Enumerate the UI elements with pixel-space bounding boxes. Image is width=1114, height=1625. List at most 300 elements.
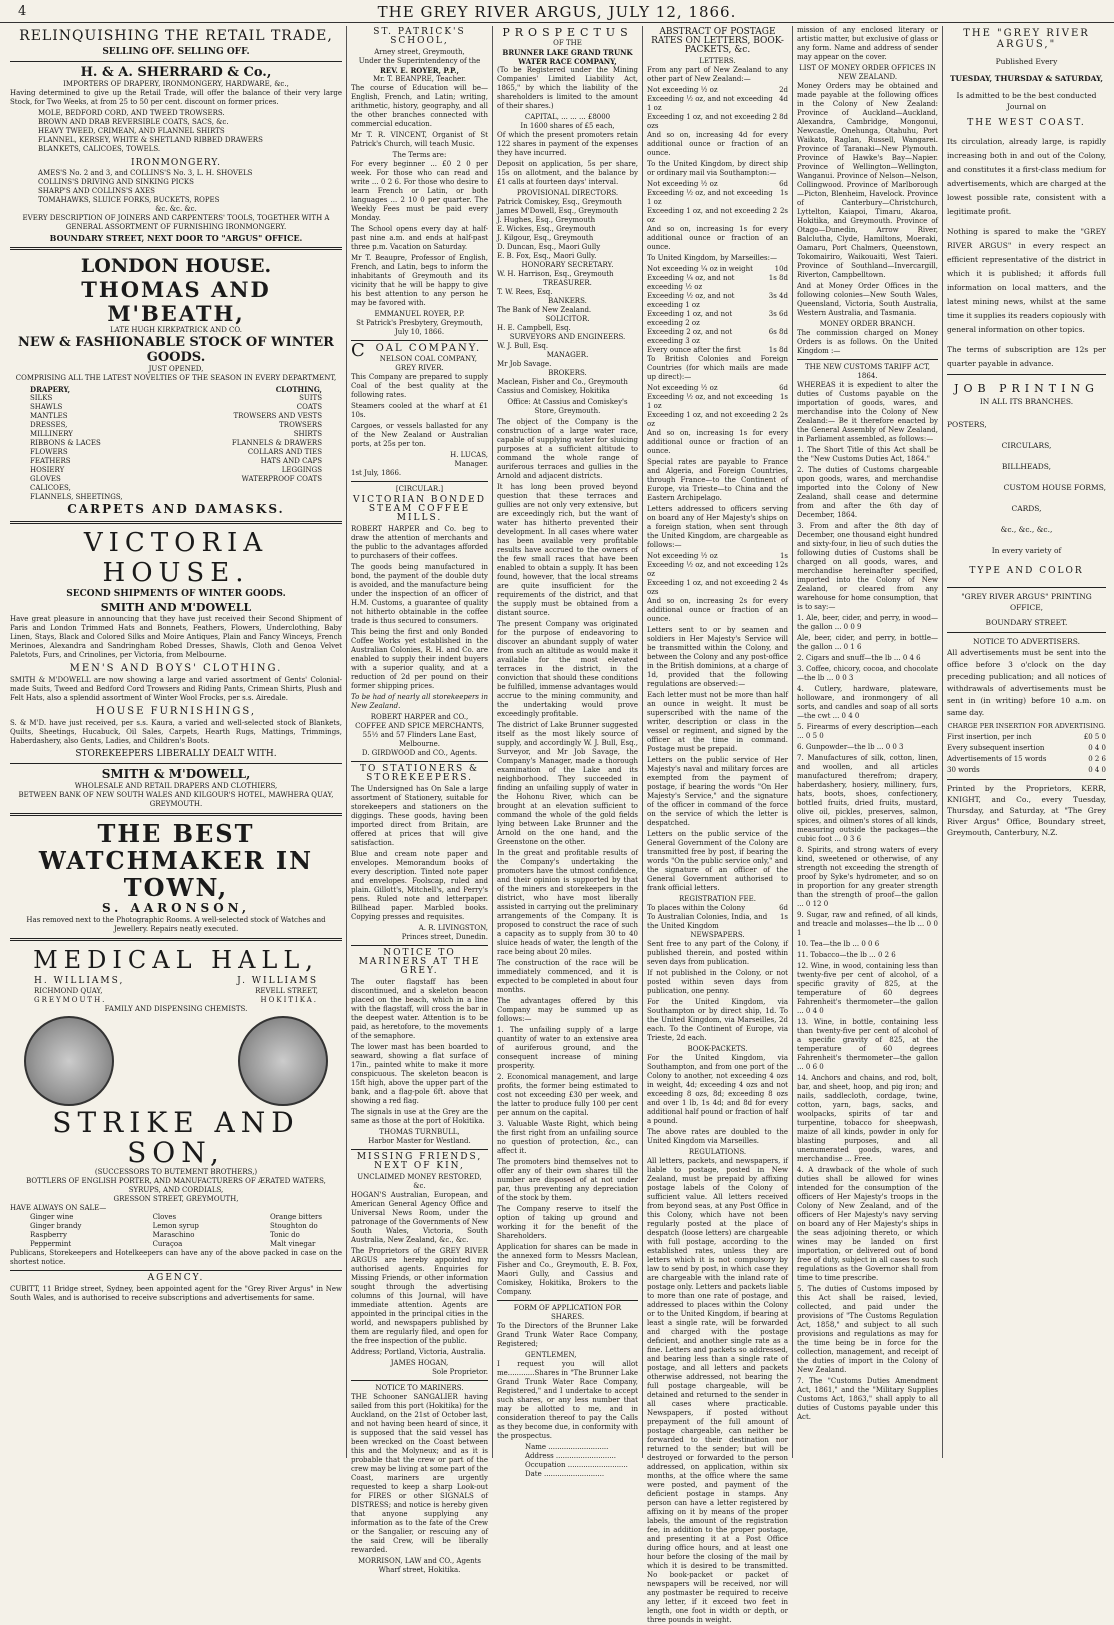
removed: Has removed next to the Photographic Rooms. A well-selected stock of Watches and Jewellery. Repairs neatly executed. <box>26 916 326 933</box>
drapery-item: SILKS <box>30 394 53 402</box>
form-field-date: Date ........................... <box>525 1470 605 1478</box>
rate-label: Exceeding ½ oz, and not exceeding 1 oz <box>647 95 773 112</box>
sale-item: Orange bitters <box>269 1213 322 1221</box>
morrison: MORRISON, LAW and CO., Agents <box>357 1557 482 1565</box>
custom-house-forms: CUSTOM HOUSE FORMS, <box>1003 483 1106 492</box>
notice-mariners-2: NOTICE TO MARINERS. <box>375 1384 464 1392</box>
cassius: Cassius and Comiskey, Hokitika <box>497 387 610 395</box>
masthead <box>0 0 1114 23</box>
rate-label: Exceeding ½ oz, and not exceeding 1 oz <box>647 393 773 410</box>
sale-item: Tonic do <box>269 1231 300 1239</box>
emmanuel: EMMANUEL ROYER, P.P. <box>374 310 465 318</box>
st-patricks-heading: ST. PATRICK'S SCHOOL, <box>373 27 466 46</box>
rate-row <box>647 411 788 429</box>
directors-list <box>497 198 638 261</box>
whereas: WHEREAS it is expedient to alter the duties of Customs payable on the importation of goods, wares, and merchandise into the Colony of New Zealand:— Be it therefore enacted by the General Assembly of New Zealand, in Parliament assembled, as follows:— <box>797 381 938 443</box>
stationery-list: Blue and cream note paper and envelopes. Memorandum books of every description. Tinted note paper and envelopes. Foolscap, ruled and plain. Gillott's, Mitchell's, and Perry's pens. Ruled note and letterpaper. Billhead paper. Marbled books. Copying presses and requisites. <box>351 850 488 921</box>
section-4: 4. A drawback of the whole of such duties shall be allowed for wines intended for the consumption of the officers of Her Majesty's troops in the Colony of New Zealand, and of the officers of Her Majesty's navy serving on board any of Her Majesty's ships in the seas adjoining thereto, or which wines may be landed on first importation, or delivered out of bond free of duty, subject in all cases to such regulations as the Governor shall from time to time prescribe. <box>797 1166 938 1282</box>
tariff-item: 1. Ale, beer, cider, and perry, in wood—the gallon ... 0 0 9 <box>797 614 938 631</box>
rates-officers <box>647 552 788 597</box>
clothing-item: SHIRTS <box>293 430 322 438</box>
rate-label: Not exceeding ½ oz <box>647 86 718 94</box>
argus-heading: THE "GREY RIVER ARGUS," <box>963 28 1090 50</box>
form-to: To the Directors of the Brunner Lake Grand Trunk Water Race Company, Registered; <box>497 1322 638 1348</box>
notice-advertisers: NOTICE TO ADVERTISERS. <box>973 637 1080 646</box>
drapery-item: HOSIERY <box>30 466 65 474</box>
medical-hall: MEDICAL HALL, <box>33 946 319 974</box>
coal-text: This Company are prepared to supply Coal of the best quality at the following rates. <box>351 373 488 399</box>
deposit: Deposit on application, 5s per share, 15s on allotment, and the balance by £1 calls at fourteen days' interval. <box>497 160 638 186</box>
rate-label: Exceeding ½ oz, and not exceeding 1 oz <box>647 292 735 309</box>
coffee-tobe: To be had of nearly all storekeepers in New Zealand. <box>351 693 488 710</box>
capital: CAPITAL, ... ... ... £8000 <box>524 113 611 121</box>
teacher: Mr. T. BEANPRE, Teacher. <box>372 75 467 83</box>
tariff-item: 4. Cutlery, hardware, plateware, holloware, and ironmongery of all sorts, and candles and soap of all sorts—the cwt ... 0 4 0 <box>797 685 938 720</box>
tariff-item: 2. Cigars and snuff—the lb ... 0 4 6 <box>797 654 921 662</box>
rate-value: 1s <box>779 189 788 197</box>
shares: In 1600 shares of £5 each, <box>520 122 615 130</box>
sale-list <box>10 1213 342 1249</box>
request: I request you will allot me............Shares in "The Brunner Lake Grand Trunk Water Race Company, Registered," and I undertake to accept such shares, or any less number that may be allotted to me, and in consideration thereof to pay the Calls as they become due, in conformity with the prospectus. <box>497 1360 638 1440</box>
andso-4: And so on, increasing 2s for every additional ounce or fraction of an ounce. <box>647 597 788 623</box>
clothing-item: COATS <box>296 403 322 411</box>
charge-heading: CHARGE PER INSERTION FOR ADVERTISING. <box>947 722 1106 730</box>
rate-value: 0 2 6 <box>1088 755 1106 763</box>
book-packets-heading: BOOK-PACKETS. <box>687 1045 748 1053</box>
rates-marseilles <box>647 265 788 355</box>
rate-value: 2s <box>779 207 788 215</box>
rate-label: Exceeding ½ oz, and not exceeding 1 oz <box>647 561 780 578</box>
sale-item: Maraschino <box>152 1231 195 1239</box>
harbor-master: Harbor Master for Westland. <box>368 1137 471 1145</box>
other-colonies: And at Money Order Offices in the following colonies—New South Wales, Queensland, Victoria, South Australia, Western Australia, and Tasmania. <box>797 282 938 317</box>
tariff-item: 3. Coffee, chicory, cocoa, and chocolate—the lb ... 0 0 3 <box>797 665 938 682</box>
type-and-color: TYPE AND COLOR <box>969 566 1084 576</box>
coal-company: COAL COMPANY. <box>351 340 482 361</box>
promoters-bind: The promoters bind themselves not to offer any of their own shares till the number are disposed of at not under par, thus preventing any depreciation of the stock by them. <box>497 1158 638 1202</box>
construction: The construction of the race will be immediately commenced, and it is expected to be completed in about four months. <box>497 959 638 994</box>
rates-nz <box>647 86 788 131</box>
director: James M'Dowell, Esq., Greymouth <box>497 207 619 215</box>
rees: T. W. Rees, Esq. <box>497 288 553 296</box>
charges-table <box>947 732 1106 776</box>
brunner-company: BRUNNER LAKE GRAND TRUNK WATER RACE COMPANY, <box>502 48 633 66</box>
between-banks: BETWEEN BANK OF NEW SOUTH WALES AND KILGOUR'S HOTEL, MAWHERA QUAY, GREYMOUTH. <box>18 791 334 808</box>
arney-street: Arney street, Greymouth, <box>374 48 465 56</box>
section-2: 2. The duties of Customs chargeable upon goods, wares, and merchandise imported into the Colony of New Zealand, shall cease and determine from and after the 6th day of December, 1864. <box>797 466 938 519</box>
bank-nz: The Bank of New Zealand. <box>497 306 592 314</box>
column-6 <box>942 26 1110 1458</box>
andso-2: And so on, increasing 1s for every additional ounce or fraction of an ounce. <box>647 225 788 251</box>
tariff-item: 7. Manufactures of silk, cotton, linen, and woollen, and all articles manufactured therefrom; drapery, haberdashery, hosiery, millinery, furs, hats, boots, shoes, confectionery, bottled fruits, dried fruits, mustard, olive oil, pickles, preserves, salmon, spices, and oilmen's stores of all kinds, measuring outside the packages—the cubic foot ... 0 3 6 <box>797 754 938 843</box>
clothing-list <box>182 385 322 502</box>
clothing-item: COLLARS AND TIES <box>247 448 322 456</box>
drapery-item: FLANNELS, SHEETINGS, <box>30 493 123 501</box>
gentlemen: GENTLEMEN, <box>525 1351 577 1359</box>
rate-value: 1s <box>779 552 788 560</box>
office: Office: At Cassius and Comiskey's Store, Greymouth. <box>507 398 628 415</box>
harper: ROBERT HARPER and Co. beg to draw the attention of merchants and the public to the advantages afforded to purchasers of their coffees. <box>351 525 488 560</box>
etc-line: &c. &c. &c. <box>155 205 197 213</box>
soldiers: Letters sent to or by seamen and soldiers in Her Majesty's Service will be transmitted within the Colony, and between the Colony and any post-office in the British dominions, at a charge of 1d, provided that the following regulations are observed:— <box>647 626 788 688</box>
james-hogan: JAMES HOGAN, <box>390 1359 449 1367</box>
drapery-item: MANTLES <box>30 412 68 420</box>
iron-item: AMES'S No. 2 and 3, and COLLINS'S No. 3, L. H. SHOVELS <box>38 169 253 177</box>
smith-text: Have great pleasure in announcing that they have just received their Second Shipment of Paris and London Trimmed Hats and Bonnets, Feathers, Flowers, Underclothing, Baby Linen, Stays, Black and Colored Silks and Moire Antiques, Plain and Fancy Winceys, French Merinoes, Alexandra and Sandringham Robed Dresses, Shawls, Cloth and Genoa Velvet Paletots, Furs, and Crinolines, per Victoria, from Melbourne. <box>10 615 342 659</box>
director: Patrick Comiskey, Esq., Greymouth <box>497 198 622 206</box>
lucas-manager: Manager. <box>454 460 488 468</box>
cargoes: Cargoes, or vessels ballasted for any of the New Zealand or Australian ports, at 25s per ton. <box>351 422 488 448</box>
newspapers-notpub: If not published in the Colony, or not posted within seven days from publication, one penny. <box>647 969 788 995</box>
rate-label: Exceeding 1 oz, and not exceeding 2 ozs <box>647 579 778 596</box>
coal-date: 1st July, 1866. <box>351 469 402 477</box>
rate-row <box>647 310 788 328</box>
sale-item: Ginger wine <box>30 1213 74 1221</box>
tariff-item: 10. Tea—the lb ... 0 0 6 <box>797 940 880 948</box>
drapery-heading: DRAPERY, <box>30 385 71 394</box>
tariff-item: Ale, beer, cider, and perry, in bottle—the gallon ... 0 1 6 <box>797 634 938 651</box>
section-5: 5. The duties of Customs imposed by this Act shall be raised, levied, collected, and paid under the provisions of "The Customs Regulation Act, 1858," and subject to all such provisions and regulations as may for the time being be in force for the collection, management, and receipt of the duties of import in the Colony of New Zealand. <box>797 1285 938 1374</box>
sale-item: Curaçoa <box>152 1240 183 1248</box>
rate-row <box>947 732 1106 743</box>
have-always: HAVE ALWAYS ON SALE— <box>10 1204 107 1212</box>
director: J. Hughes, Esq., Greymouth <box>497 216 596 224</box>
just-opened: JUST OPENED, <box>148 365 204 373</box>
drapery-item: GLOVES <box>30 475 61 483</box>
goods-item: FLANNEL, KERSEY, WHITE & SHETLAND RIBBED DRAWERS <box>38 136 263 144</box>
director: J. Kilgour, Esq., Greymouth <box>497 234 594 242</box>
successors: (SUCCESSORS TO BUTEMENT BROTHERS,) <box>94 1168 258 1176</box>
sherrard-heading: RELINQUISHING THE RETAIL TRADE, <box>19 28 333 44</box>
rate-label: Every ounce after the first <box>647 346 741 354</box>
clothing-item: HATS AND CAPS <box>260 457 322 465</box>
brokers: BROKERS. <box>548 369 587 377</box>
rate-row <box>647 552 788 561</box>
prize-medal-left <box>24 1016 114 1106</box>
sale-item: Ginger brandy <box>30 1222 82 1230</box>
section-3: 3. From and after the 8th day of December, one thousand eight hundred and sixty-four, in lieu of such duties the following duties of Customs shall be charged on all goods, wares, and merchandise hereinafter specified, imported into the Colony of New Zealand, or cleared from any warehouse for home consumption, that is to say:— <box>797 522 938 611</box>
hokitika: HOKITIKA. <box>260 996 318 1004</box>
director: E. Wickes, Esq., Greymouth <box>497 225 596 233</box>
rate-value: 1s 8d <box>768 346 788 354</box>
rate-label: Exceeding 1 oz, and not exceeding 2 ozs <box>647 113 778 130</box>
coffee-merchants: COFFEE AND SPICE MERCHANTS, <box>355 722 484 730</box>
customs-tariff-heading: THE NEW CUSTOMS TARIFF ACT, 1864. <box>804 363 930 380</box>
tariff-items <box>797 614 938 1164</box>
second-shipments: SECOND SHIPMENTS OF WINTER GOODS. <box>66 589 286 599</box>
london-house: LONDON HOUSE. <box>80 255 272 277</box>
sole-proprietor: Sole Proprietor. <box>432 1368 488 1376</box>
district: The district of Lake Brunner suggested itself as the most likely source of supply, and accordingly W. J. Bull, Esq., Surveyor, and Mr Job Savage, the Company's Manager, made a thorough examination of the Lake and its neighborhood. They succeeded in finding an unfailing supply of water in the Hohonu River, which can be brought at an elevation sufficient to command the whole of the gold fields lying between Lake Brunner and the Arnold on the one hand, and the Greenstone on the other. <box>497 721 638 846</box>
tariff-item: 9. Sugar, raw and refined, of all kinds, and treacle and molasses—the lb ... 0 0 1 <box>797 911 938 937</box>
surveyors: SURVEYORS AND ENGINEERS. <box>509 333 626 341</box>
rate-value: 1s 8d <box>768 274 788 282</box>
lucas: H. LUCAS, <box>450 451 488 459</box>
rate-label: Exceeding 1 oz, and not exceeding 2 oz <box>647 411 778 428</box>
smith-mdowell-2: SMITH & M'DOWELL, <box>101 767 251 781</box>
every-description: EVERY DESCRIPTION OF JOINERS AND CARPENTERS' TOOLS, TOGETHER WITH A GENERAL ASSORTMENT OF FURNISHING IRONMONGERY. <box>22 214 330 231</box>
drapery-item: FLOWERS <box>30 448 68 456</box>
rate-label: Not exceeding ½ oz <box>647 180 718 188</box>
girdwood: D. GIRDWOOD and CO., Agents. <box>361 749 478 757</box>
family-chemists: FAMILY AND DISPENSING CHEMISTS. <box>104 1005 248 1013</box>
advantage-1: 1. The unfailing supply of a large quantity of water to an extensive area of auriferous ground, and the consequent increase of mining prosperity. <box>497 1026 638 1070</box>
rate-label: Every subsequent insertion <box>947 744 1045 752</box>
prize-medal-right <box>238 1016 328 1106</box>
rate-label: Not exceeding ½ oz <box>647 552 718 560</box>
best-conducted: Is admitted to be the best conducted <box>956 91 1097 100</box>
general-government: Letters on the public service of the General Government of the Colony are transmitted free by post, if bearing the words "On the public service only," and the signature of an officer of the General Government authorised to frank official letters. <box>647 830 788 892</box>
column-2 <box>346 26 492 1574</box>
to-be-registered: (To be Registered under the Mining Companies' Limited Liability Act, 1865," by which the liability of the shareholders is limited to the amount of their shares.) <box>497 66 638 110</box>
rate-label: To Australian Colonies, India, and the United Kingdom <box>647 913 768 930</box>
drapery-list <box>30 385 170 502</box>
victorian-coffee: VICTORIAN BONDED STEAM COFFEE MILLS. <box>353 495 486 523</box>
cards: CARDS, <box>1011 504 1042 513</box>
schooner: THE Schooner SANGALIER having sailed from this port (Hokitika) for the Auckland, on the 21st of October last, and not having been heard of since, it is supposed that the said vessel has been wrecked on the Coast between this and the Molyneux; and as it is probable that the crew or part of the crew may be living at some part of the Coast, mariners are urgently requested to keep a sharp Look-out for FIRES or other SIGNALS of DISTRESS; and notice is hereby given that anyone supplying any information as to the fate of the Crew or the Sangalier, or rescuing any of the said Crew, will be liberally rewarded. <box>351 1393 488 1554</box>
rate-row <box>947 754 1106 765</box>
mariners-heading: NOTICE TO MARINERS AT THE GREY. <box>358 948 481 976</box>
clothing-item: TROWSERS AND VESTS <box>233 412 322 420</box>
column-3 <box>492 26 642 1478</box>
missing-friends: MISSING FRIENDS, NEXT OF KIN, <box>356 1152 483 1171</box>
j-williams: J. WILLIAMS <box>237 976 318 986</box>
rate-row <box>647 113 788 131</box>
form-heading: FORM OF APPLICATION FOR SHARES. <box>513 1304 622 1321</box>
rate-value: 3s 4d <box>768 292 788 300</box>
job-printing: JOB PRINTING <box>954 382 1099 395</box>
newspapers-uk: For the United Kingdom, via Southampton or by direct ship, 1d. To the United Kingdom, via Marseilles, 2d each. To the Continent of Europe, via Trieste, 2d each. <box>647 998 788 1042</box>
director: E. B. Fox, Esq., Maori Gully. <box>497 252 597 260</box>
clothing-item: LEGGINGS <box>281 466 322 474</box>
drapery-clothing <box>10 385 342 502</box>
medals <box>10 1014 342 1108</box>
goods-item: MOLE, BEDFORD CORD, AND TWEED TROWSERS. <box>38 109 225 117</box>
rate-value: 0 4 0 <box>1088 766 1106 774</box>
column-1 <box>6 26 346 1458</box>
rate-value: £0 5 0 <box>1083 733 1106 741</box>
etc: &c., &c., &c., <box>1000 525 1053 534</box>
published-every: Published Every <box>995 57 1058 66</box>
rate-value: 4s <box>779 579 788 587</box>
princes-street: Princes street, Dunedin. <box>401 933 488 941</box>
bottlers: BOTTLERS OF ENGLISH PORTER, AND MANUFACTURERS OF ÆRATED WATERS, SYRUPS, AND CORDIALS, <box>26 1177 326 1194</box>
sale-item: Cloves <box>152 1213 177 1221</box>
long-proved: It has long been proved beyond question that these terraces and gullies are not only very extensive, but are exceedingly rich, but the want of water has hitherto prevented their development. In all cases where water has been available very profitable results have accrued to the owners of the few small races that have been enabled to obtain a supply. It has been found, however, that the local streams are quite insufficient for the requirements of the district, and that the supply must be obtained from a distant source. <box>497 483 638 617</box>
house-text: S. & M'D. have just received, per s.s. Kaura, a varied and well-selected stock of Blankets, Quilts, Sheetings, Hucabuck, Oil Sales, Carpets, Hearth Rugs, Mattings, Trimmings, Haberdashery, also Gents, Ladies, and Children's Boots. <box>10 719 342 745</box>
rate-row <box>647 189 788 207</box>
clothing-heading: CLOTHING, <box>275 385 322 394</box>
thomas-mbeath: THOMAS AND M'BEATH, <box>81 277 271 326</box>
rate-row <box>947 765 1106 776</box>
aaronson: S. AARONSON, <box>101 901 251 915</box>
agency-text: CUBITT, 11 Bridge street, Sydney, been appointed agent for the "Grey River Argus" in New South Wales, and is authorised to receive subscriptions and advertisements for same. <box>10 1285 342 1302</box>
school-hours: The School opens every day at half-past nine a.m. and ends at half-past three p.m. Vacation on Saturday. <box>351 225 488 251</box>
rate-row <box>647 561 788 579</box>
tariff-item: 13. Wine, in bottle, containing less than twenty-five per cent of alcohol of a specific gravity of 825, at the temperature of 60 degrees Fahrenheit's thermometer—the gallon ... 0 6 0 <box>797 1018 938 1071</box>
rate-row <box>947 743 1106 754</box>
section-7: 7. The "Customs Duties Amendment Act, 1861," and the "Military Supplies Customs Act, 1863," shall apply to all duties of Customs payable under this Act. <box>797 1377 938 1421</box>
publication-days: TUESDAY, THURSDAY & SATURDAY, <box>949 74 1104 83</box>
officers: Letters addressed to officers serving on board any of Her Majesty's ships on a foreign station, when sent through the United Kingdom, are chargeable as follows:— <box>647 505 788 549</box>
comprising: COMPRISING ALL THE LATEST NOVELTIES OF THE SEASON IN EVERY DEPARTMENT, <box>15 374 337 382</box>
special-rates: Special rates are payable to France and Algeria, and Foreign Countries, through France—to the Continent of Europe, via Trieste—to China and the Eastern Archipelago. <box>647 458 788 502</box>
sale-item: Lemon syrup <box>152 1222 199 1230</box>
rate-value: 2s <box>779 411 788 419</box>
object: The object of the Company is the construction of a large water race, capable of supplying water for sluicing purposes at a sufficient altitude to command the whole range of auriferous terraces and gullies in the Arnold and adjacent districts. <box>497 418 638 480</box>
greymouth: GREYMOUTH. <box>34 996 107 1004</box>
soldier-regs: Each letter must not be more than half an ounce in weight. It must be superscribed with the name of the writer, description or class in the vessel or regiment, and signed by the officer at the time in command. Postage must be prepaid. <box>647 691 788 753</box>
clothing-item: WATERPROOF COATS <box>241 475 322 483</box>
course: The course of Education will be—English, French, and Latin; writing, arithmetic, history, geography, and all the other branches connected with commercial education. <box>351 84 488 128</box>
rate-label: Advertisements of 15 words <box>947 755 1047 763</box>
prospectus: PROSPECTUS <box>502 26 633 39</box>
drapery-item: DRESSES, <box>30 421 68 429</box>
coffee-goods: The goods being manufactured in bond, the payment of the double duty is avoided, and the manufacture being under the inspection of an officer of H.M. Customs, a guarantee of quality not hitherto obtainable in the coffee trade is thus secured to consumers. <box>351 563 488 625</box>
stationers-text: The Undersigned has On Sale a large assortment of Stationery, suitable for storekeepers and stationers on the diggings. These goods, having been imported direct from Britain, are offered at prices that will give satisfaction. <box>351 785 488 847</box>
andso-3: And so on, increasing 1s for every additional ounce or fraction of an ounce. <box>647 429 788 455</box>
mens-clothing: MEN'S AND BOYS' CLOTHING. <box>69 663 283 674</box>
rate-row <box>647 207 788 225</box>
rate-label: Exceeding 2 oz, and not exceeding 3 oz <box>647 328 733 345</box>
new-stock: NEW & FASHIONABLE STOCK OF WINTER GOODS. <box>18 335 334 365</box>
iron-item: TOMAHAWKS, SLUICE FORKS, BUCKETS, ROPES <box>38 196 220 204</box>
regulations: All letters, packets, and newspapers, if liable to postage, posted in New Zealand, must be prepaid by affixing postage labels of the Colony of sufficient value. All letters received from beyond seas, at any Post Office in this Colony, which have not been regularly posted at the place of despatch (loose letters) are chargeable with full postage, according to the established rates, unless they are letters which it is not compulsory by law to send by post, in which case they are chargeable with the inland rate of postage only. Letters and packets liable to more than one rate of postage, and addressed to places within the Colony or to the United Kingdom, if bearing at least a single rate, will be forwarded and charged with the postage deficient, and another single rate as a fine. Letters and packets so addressed, and bearing less than a single rate of postage, and all letters and packets otherwise addressed, not bearing the full postage chargeable, will be detained and returned to the sender in all cases where practicable. Newspapers, if posted without prepayment of the full amount of postage chargeable, can neither be forwarded to their destination nor returned to the sender; but will be destroyed or forwarded to the person addressed, on application, within six months, at the office where the same were posted, and payment of the deficient postage in stamps. Any person can have a letter registered by affixing on it by means of the proper labels, the amount of the registration fee, in addition to the proper postage, and presenting it at a Post Office during office hours, and at least one hour before the closing of the mail by which it is desired to be transmitted. No book-packet or packet of newspapers will be received, nor will any postmaster be required to receive any letter, if it exceed two feet in length, one foot in width or depth, or three pounds in weight. <box>647 1157 788 1624</box>
nelson-coal: NELSON COAL COMPANY, GREY RIVER. <box>379 355 478 372</box>
rate-row <box>647 180 788 189</box>
money-order-branch: MONEY ORDER BRANCH. <box>819 320 916 328</box>
rate-value: 10d <box>774 265 788 273</box>
wholesale: WHOLESALE AND RETAIL DRAPERS AND CLOTHIERS, <box>74 782 278 790</box>
rate-row <box>647 346 788 355</box>
form-field-name: Name ........................... <box>525 1443 609 1451</box>
late-kirkpatrick: LATE HUGH KIRKPATRICK AND CO. <box>110 326 242 334</box>
bull: W. J. Bull, Esq. <box>497 342 549 350</box>
west-coast: THE WEST COAST. <box>967 118 1086 128</box>
address: Address; Portland, Victoria, Australia. <box>351 1348 486 1356</box>
drapery-item: CALICOES, <box>30 484 71 492</box>
strike-son: STRIKE AND SON, <box>52 1106 300 1169</box>
journal-on: Journal on <box>1006 102 1047 111</box>
registration-fee: REGISTRATION FEE. <box>679 895 756 903</box>
rates-british <box>647 384 788 429</box>
circulation: Its circulation, already large, is rapidly increasing both in and out of the Colony, and constitutes it a first-class medium for advertisements, which are charged at the lowest possible rate, consistent with a legitimate profit. <box>947 137 1106 216</box>
british-colonies: To British Colonies and Foreign Countries (for which mails are made up direct):— <box>647 355 788 381</box>
victoria-house: VICTORIA HOUSE. <box>83 528 269 588</box>
application: Application for shares can be made in the annexed form to Messrs Maclean, Fisher and Co., Greymouth, E. B. Fox, Maori Gully, and Cassius and Comiskey, Hokitika, Brokers to the Company. <box>497 1243 638 1296</box>
wharf-street: Wharf street, Hokitika. <box>378 1566 461 1574</box>
bankers: BANKERS. <box>548 297 587 305</box>
unclaimed: UNCLAIMED MONEY RESTORED, &c. <box>357 1173 482 1190</box>
revell-street: REVELL STREET, <box>255 987 318 995</box>
h-williams: H. WILLIAMS, <box>34 976 125 986</box>
proprietors: The Proprietors of the GREY RIVER ARGUS are hereby appointed my authorised agents. Enquiries for Missing Friends, or other information sought through the advertising columns of this Journal, will have immediate attention. Agents are appointed in the principal cities in the world, and newspapers published by them are regularly filed, and open for the free inspection of the public. <box>351 1247 488 1345</box>
rate-label: To places within the Colony <box>647 904 746 912</box>
uk-direct: To the United Kingdom, by direct ship or ordinary mail via Southampton:— <box>647 160 788 177</box>
williams-row <box>10 975 342 987</box>
terms-heading: The Terms are: <box>392 151 447 159</box>
all-branches: IN ALL ITS BRANCHES. <box>979 397 1074 406</box>
manager-heading: MANAGER. <box>546 351 589 359</box>
public-service: Letters on the public service of Her Majesty's naval and military forces are exempted from the payment of postage, if bearing the words "On Her Majesty's Service," and the signature of the officer in command of the force on the service of which the letter is despatched. <box>647 756 788 827</box>
rate-value: 2d <box>779 86 788 94</box>
rate-value: 8d <box>779 113 788 121</box>
storekeepers-dealt: STOREKEEPERS LIBERALLY DEALT WITH. <box>75 749 277 759</box>
sherrard-goods <box>10 109 342 154</box>
tariff-item: 6. Gunpowder—the lb ... 0 0 3 <box>797 743 904 751</box>
prov-directors: PROVISIONAL DIRECTORS. <box>516 189 619 197</box>
sale-item: Peppermint <box>30 1240 72 1248</box>
billheads: BILLHEADS, <box>1001 462 1052 471</box>
column-5 <box>792 26 942 1458</box>
rate-label: Exceeding ½ oz, and not exceeding 1 oz <box>647 189 773 206</box>
drapery-item: MILLINERY <box>30 430 73 438</box>
mariners-text: The outer flagstaff has been discontinued, and a skeleton beacon placed on the beach, which in a line with the flagstaff, will cross the bar in the deepest water. Attention is to be paid, as heretofore, to the movements of the semaphore. <box>351 978 488 1040</box>
rate-value: 3s 6d <box>768 310 788 318</box>
circular: [CIRCULAR.] <box>395 485 444 493</box>
form-field-address: Address ........................... <box>525 1452 616 1460</box>
rate-label: 30 words <box>947 766 980 774</box>
rate-value: 6d <box>779 384 788 392</box>
posters: POSTERS, <box>947 420 987 429</box>
address-row <box>10 987 342 996</box>
uk-marseilles: To United Kingdom, by Marseilles:— <box>647 254 778 262</box>
publicans: Publicans, Storekeepers and Hotelkeepers can have any of the above packed in case on the shortest notice. <box>10 1249 342 1266</box>
vincent: Mr T. R. VINCENT, Organist of St Patrick's Church, will teach Music. <box>351 131 488 148</box>
lower-mast: The lower mast has been boarded to seaward, showing a flat surface of 17in., painted white to make it more conspicuous. The skeleton beacon is 15ft high, above the upper part of the bank, and a flag-pole 6ft. above that showing a red flag. <box>351 1043 488 1105</box>
tariff-item: 14. Anchors and chains, and rod, bolt, bar, and sheet, hoop, and pig iron; and nails, saddlecloth, cordage, twine, cotton, yarn, bags, sacks, and woolpacks, spirits of tar and turpentine, tobacco for sheepwash, maize of all kinds, powder in only for blasting purposes, and all unenumerated goods, wares, and merchandise ... Free. <box>797 1074 938 1163</box>
printed-by: Printed by the Proprietors, KERR, KNIGHT, and Co., every Tuesday, Thursday, and Saturday, at "The Grey River Argus" Office, Boundary street, Greymouth, Canterbury, N.Z. <box>947 784 1106 837</box>
maclean: Maclean, Fisher and Co., Greymouth <box>497 378 628 386</box>
under: Under the Superintendency of the <box>358 57 481 65</box>
turnbull: THOMAS TURNBULL, <box>379 1128 460 1136</box>
sale-item: Malt vinegar <box>269 1240 316 1248</box>
rate-row <box>647 393 788 411</box>
iron-item: COLLINS'S DRIVING AND SINKING PICKS <box>38 178 194 186</box>
sale-item: Raspberry <box>30 1231 67 1239</box>
rates-uk <box>647 180 788 225</box>
rate-value: 4d <box>779 95 788 103</box>
tariff-item: 11. Tobacco—the lb ... 0 2 6 <box>797 951 896 959</box>
advantage-2: 2. Economical management, and large profits, the former being estimated to cost not exceeding £30 per week, and the latter to produce fully 100 per cent per annum on the capital. <box>497 1073 638 1117</box>
carpets-damasks: CARPETS AND DAMASKS. <box>67 502 285 516</box>
savage: Mr Job Savage. <box>497 360 552 368</box>
harrison: W. H. Harrison, Esq., Greymouth <box>497 270 614 278</box>
rate-row <box>647 384 788 393</box>
richmond-quay: RICHMOND QUAY, <box>34 987 103 995</box>
advantage-3: 3. Valuable Waste Right, which being the first right from an unfailing source no question of protection, &c., can affect it. <box>497 1120 638 1155</box>
livingston: A. R. LIVINGSTON, <box>418 924 488 932</box>
selling-off: SELLING OFF. SELLING OFF. <box>102 47 250 57</box>
rate-value: 0 4 0 <box>1088 744 1106 752</box>
signals: The signals in use at the Grey are the same as those at the port of Hokitika. <box>351 1108 488 1125</box>
newspapers-heading: NEWSPAPERS. <box>690 931 745 939</box>
form-fields <box>497 1443 638 1479</box>
tariff-item: 12. Wine, in wood, containing less than twenty-five per cent of alcohol, of a specific gravity of 825, at the temperature of 60 degrees Fahrenheit's thermometer—the gallon ... 0 4 0 <box>797 962 938 1015</box>
iron-item: SHARP'S AND COLLINS'S AXES <box>38 187 155 195</box>
goods-item: HEAVY TWEED, CRIMEAN, AND FLANNEL SHIRTS <box>38 127 225 135</box>
book-packets: For the United Kingdom, via Southampton, and from one port of the Colony to another, not exceeding 4 ozs in weight, 4d; exceeding 4 ozs and not exceeding 8 ozs, 8d; exceeding 8 ozs and over 1 lb, 1s 4d; and 8d for every additional half pound or fraction of half a pound. <box>647 1054 788 1125</box>
smith-mdowell: SMITH AND M'DOWELL <box>100 601 252 614</box>
printing-office: "GREY RIVER ARGUS" PRINTING OFFICE, <box>961 592 1092 612</box>
rev-royer: REV. E. ROYER, P.P., <box>380 66 459 75</box>
of-the: OF THE <box>553 39 582 47</box>
gresson-street: GRESSON STREET, GREYMOUTH, <box>113 1195 239 1203</box>
section-1: 1. The Short Title of this Act shall be the "New Customs Duties Act, 1864." <box>797 446 938 463</box>
town-row <box>10 996 342 1005</box>
terms: For every beginner ... £0 2 0 per week. For those who can read and write ... 0 2 6. For those who desire to learn French or Latin, or both languages ... 2 10 0 per quarter. The Weekly Fees must be paid every Monday. <box>351 160 488 222</box>
circulars: CIRCULARS, <box>1001 441 1052 450</box>
